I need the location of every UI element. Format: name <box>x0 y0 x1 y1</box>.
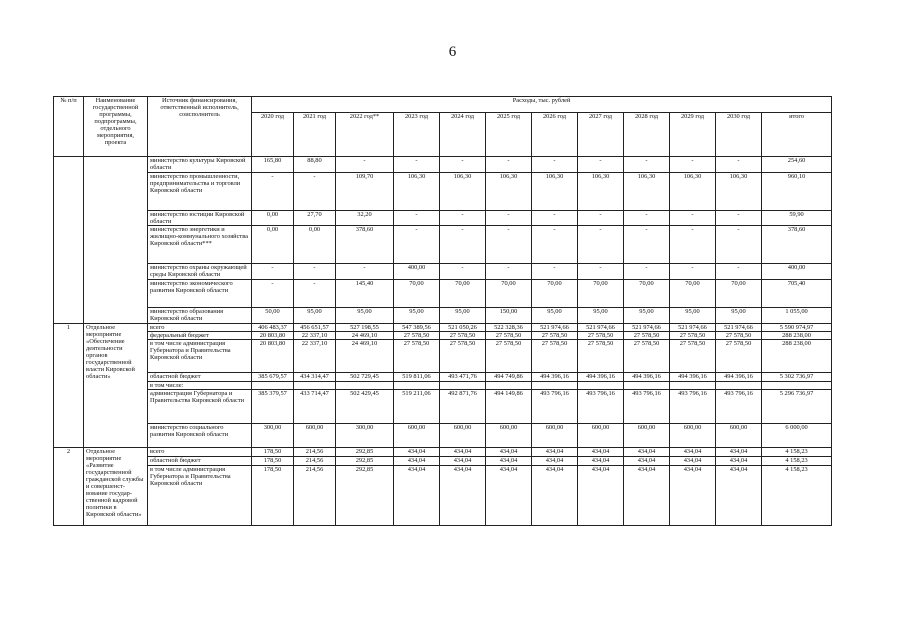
header-name: Наименование государственной программы, подпрограммы, отдельного мероприятия, проекта <box>84 97 148 157</box>
expense-value: 70,00 <box>624 280 670 308</box>
expense-value: - <box>578 211 624 226</box>
expense-value: 378,60 <box>762 226 832 264</box>
expense-value: 5 590 974,97 <box>762 324 832 332</box>
expense-value: 434,04 <box>624 448 670 457</box>
expense-value: 434,04 <box>486 457 532 466</box>
expense-value: 106,30 <box>624 173 670 211</box>
expense-value: 385 679,57 <box>252 373 294 382</box>
expense-value: 434,04 <box>578 457 624 466</box>
expense-value: - <box>486 157 532 173</box>
header-source: Источник финансирования, ответственный исполнитель, соисполнитель <box>148 97 252 157</box>
table-row <box>54 424 832 448</box>
table-row <box>54 308 832 324</box>
expense-value: 521 050,26 <box>440 324 486 332</box>
header-year: 2024 год <box>440 113 486 157</box>
expense-value: 214,56 <box>294 448 336 457</box>
program-name: Отдельное мероприятие «Обеспечение деятельности органов государственной власти Кировской области» <box>84 324 148 448</box>
expense-value: 434 314,47 <box>294 373 336 382</box>
expense-value: 400,00 <box>762 264 832 280</box>
funding-source: министерство культуры Кировской области <box>148 157 252 173</box>
expense-value: 494 396,16 <box>624 373 670 382</box>
expense-value: - <box>440 264 486 280</box>
expense-value <box>532 382 578 390</box>
expense-value: 70,00 <box>578 280 624 308</box>
expense-value: 1 055,00 <box>762 308 832 324</box>
expense-value: 292,85 <box>336 448 394 457</box>
row-number: 2 <box>54 448 84 526</box>
expense-value: 493 471,76 <box>440 373 486 382</box>
expense-value: - <box>394 157 440 173</box>
expense-value: 5 302 736,97 <box>762 373 832 382</box>
expense-value <box>762 382 832 390</box>
expense-value: 434,04 <box>670 457 716 466</box>
expense-value: 4 158,23 <box>762 457 832 466</box>
expense-value <box>252 382 294 390</box>
expense-value: 434,04 <box>716 457 762 466</box>
expense-value: 106,30 <box>394 173 440 211</box>
expense-value: 494 396,16 <box>670 373 716 382</box>
expense-value: 178,50 <box>252 466 294 526</box>
expense-value: 95,00 <box>294 308 336 324</box>
expense-value: 95,00 <box>578 308 624 324</box>
expense-value: 59,90 <box>762 211 832 226</box>
expense-value <box>716 382 762 390</box>
expense-value: - <box>578 157 624 173</box>
expense-value: 178,50 <box>252 457 294 466</box>
header-year: 2020 год <box>252 113 294 157</box>
expense-value: 24 469,10 <box>336 340 394 373</box>
expense-value <box>440 382 486 390</box>
expense-value: 385 379,57 <box>252 390 294 424</box>
table-row <box>54 382 832 390</box>
expense-value: 378,60 <box>336 226 394 264</box>
table-row <box>54 373 832 382</box>
funding-source: министерство промышленности, предпринимательства и торговли Кировской области <box>148 173 252 211</box>
expense-value: 27 578,50 <box>532 340 578 373</box>
expense-value: - <box>670 226 716 264</box>
expense-value: - <box>670 157 716 173</box>
expense-value: - <box>486 211 532 226</box>
expense-value: 434,04 <box>440 448 486 457</box>
expense-value: - <box>624 211 670 226</box>
expense-value: 5 296 736,97 <box>762 390 832 424</box>
table-row <box>54 226 832 264</box>
table-row <box>54 264 832 280</box>
expense-value: 70,00 <box>532 280 578 308</box>
expense-value: 27 578,50 <box>670 340 716 373</box>
header-year: 2022 год** <box>336 113 394 157</box>
expense-value: 406 483,37 <box>252 324 294 332</box>
expense-value: 95,00 <box>716 308 762 324</box>
expense-value: 22 337,10 <box>294 332 336 340</box>
funding-source: областной бюджет <box>148 373 252 382</box>
expense-value: 4 158,23 <box>762 448 832 457</box>
expense-value: 492 871,76 <box>440 390 486 424</box>
expense-value: 106,30 <box>486 173 532 211</box>
funding-source: областной бюджет <box>148 457 252 466</box>
expense-value: 522 328,36 <box>486 324 532 332</box>
funding-source: всего <box>148 324 252 332</box>
funding-source: в том числе: <box>148 382 252 390</box>
expense-value: - <box>624 264 670 280</box>
expense-value: 32,20 <box>336 211 394 226</box>
expense-value <box>394 382 440 390</box>
expense-value: - <box>578 264 624 280</box>
expense-value: 600,00 <box>532 424 578 448</box>
expense-value: 50,00 <box>252 308 294 324</box>
expense-value: - <box>394 211 440 226</box>
expense-value: 960,10 <box>762 173 832 211</box>
expense-value: 27 578,50 <box>486 332 532 340</box>
program-name <box>84 157 148 324</box>
expense-value: 493 796,16 <box>578 390 624 424</box>
expense-value: 27 578,50 <box>578 332 624 340</box>
page-number: 6 <box>448 44 457 60</box>
expense-value: 178,50 <box>252 448 294 457</box>
expense-value: 214,56 <box>294 466 336 526</box>
expense-value: 27 578,50 <box>394 340 440 373</box>
expense-value: 600,00 <box>670 424 716 448</box>
expense-value: 521 974,66 <box>670 324 716 332</box>
row-number <box>54 157 84 324</box>
expense-value: 705,40 <box>762 280 832 308</box>
expense-value: 502 729,45 <box>336 373 394 382</box>
expense-value: 434,04 <box>440 466 486 526</box>
expense-value: - <box>252 173 294 211</box>
expense-value: - <box>578 226 624 264</box>
header-num: № п/п <box>54 97 84 157</box>
expense-value: 600,00 <box>394 424 440 448</box>
expense-value: - <box>252 264 294 280</box>
expense-value: 434,04 <box>486 448 532 457</box>
expense-value: 600,00 <box>578 424 624 448</box>
expense-value: 27 578,50 <box>624 340 670 373</box>
expense-value: 27 578,50 <box>486 340 532 373</box>
expense-value: - <box>440 226 486 264</box>
expense-value: 27 578,50 <box>716 332 762 340</box>
expense-value: 27 578,50 <box>394 332 440 340</box>
expense-value: - <box>336 264 394 280</box>
expense-value: 95,00 <box>532 308 578 324</box>
expense-value: 434,04 <box>532 466 578 526</box>
expense-value: 493 796,16 <box>532 390 578 424</box>
expense-value: 145,40 <box>336 280 394 308</box>
header-year: 2027 год <box>578 113 624 157</box>
expense-value: 70,00 <box>440 280 486 308</box>
funding-source: министерство социального развития Кировской области <box>148 424 252 448</box>
funding-source: министерство охраны окружающей среды Кировской области <box>148 264 252 280</box>
expense-value: 434,04 <box>578 448 624 457</box>
expense-value: 20 803,80 <box>252 340 294 373</box>
table-row <box>54 211 832 226</box>
header-expenses: Расходы, тыс. рублей <box>252 97 832 113</box>
expense-value: 70,00 <box>394 280 440 308</box>
expense-value: 27 578,50 <box>624 332 670 340</box>
expense-value: 0,00 <box>252 211 294 226</box>
expense-value: 521 974,66 <box>532 324 578 332</box>
expense-value: - <box>716 157 762 173</box>
expense-value: 109,70 <box>336 173 394 211</box>
expense-value: 24 469,10 <box>336 332 394 340</box>
expense-value: 95,00 <box>394 308 440 324</box>
header-year: 2029 год <box>670 113 716 157</box>
expense-value <box>670 382 716 390</box>
expense-value: - <box>532 211 578 226</box>
expense-value: 0,00 <box>294 226 336 264</box>
expense-value: 0,00 <box>252 226 294 264</box>
expense-value: 600,00 <box>294 424 336 448</box>
expense-value: 494 396,16 <box>532 373 578 382</box>
header-year: 2030 год <box>716 113 762 157</box>
expense-value: 434,04 <box>394 466 440 526</box>
expense-value: 456 651,57 <box>294 324 336 332</box>
table-row <box>54 157 832 173</box>
expense-value: 600,00 <box>624 424 670 448</box>
expenses-table <box>53 96 832 526</box>
expense-value: 27 578,50 <box>440 340 486 373</box>
expense-value: 521 974,66 <box>716 324 762 332</box>
header-year: 2023 год <box>394 113 440 157</box>
program-name: Отдельное мероприятие «Развитие государственной гражданской службы и совершенст-вование государ-ственной кадровой политики в Кировской области» <box>84 448 148 526</box>
table-row <box>54 332 832 340</box>
expense-value: - <box>716 211 762 226</box>
expense-value: 95,00 <box>336 308 394 324</box>
expense-value: 494 149,86 <box>486 390 532 424</box>
expense-value: 521 974,66 <box>578 324 624 332</box>
expense-value: - <box>486 264 532 280</box>
expense-value: 434,04 <box>670 466 716 526</box>
expense-value: 106,30 <box>440 173 486 211</box>
expense-value: 95,00 <box>440 308 486 324</box>
expense-value: 434,04 <box>624 466 670 526</box>
expense-value: 27 578,50 <box>578 340 624 373</box>
header-year: 2026 год <box>532 113 578 157</box>
table-row <box>54 324 832 332</box>
table-row <box>54 457 832 466</box>
expense-value: 88,80 <box>294 157 336 173</box>
expense-value: 27 578,50 <box>670 332 716 340</box>
expense-value: 494 396,16 <box>578 373 624 382</box>
table-row <box>54 390 832 424</box>
funding-source: в том числе администрация Губернатора и Правительства Кировской области <box>148 466 252 526</box>
expense-value: 22 337,10 <box>294 340 336 373</box>
expense-value: - <box>532 226 578 264</box>
table-row <box>54 173 832 211</box>
expense-value: 494 749,86 <box>486 373 532 382</box>
funding-source: министерство образования Кировской области <box>148 308 252 324</box>
expense-value: 106,30 <box>578 173 624 211</box>
expense-value: 95,00 <box>624 308 670 324</box>
funding-source: федеральный бюджет <box>148 332 252 340</box>
expense-value: 288 238,00 <box>762 332 832 340</box>
funding-source: всего <box>148 448 252 457</box>
funding-source: министерство энергетики и жилищно-коммунального хозяйства Кировской области*** <box>148 226 252 264</box>
expense-value: 600,00 <box>440 424 486 448</box>
expense-value: 519 811,06 <box>394 373 440 382</box>
expense-value: - <box>294 173 336 211</box>
expense-value: 20 803,80 <box>252 332 294 340</box>
expense-value: 493 796,16 <box>624 390 670 424</box>
expense-value: 493 796,16 <box>716 390 762 424</box>
expense-value: - <box>624 157 670 173</box>
row-number: 1 <box>54 324 84 448</box>
expense-value: - <box>716 264 762 280</box>
expense-value: - <box>294 280 336 308</box>
expense-value: 300,00 <box>336 424 394 448</box>
expense-value <box>578 382 624 390</box>
expense-value: 434,04 <box>670 448 716 457</box>
expense-value: - <box>716 226 762 264</box>
expense-value: 70,00 <box>670 280 716 308</box>
expense-value: 254,60 <box>762 157 832 173</box>
expense-value: 300,00 <box>252 424 294 448</box>
expense-value: 288 238,00 <box>762 340 832 373</box>
expense-value: - <box>532 157 578 173</box>
expense-value: 70,00 <box>486 280 532 308</box>
expense-value: - <box>252 280 294 308</box>
expense-value: 521 974,66 <box>624 324 670 332</box>
expense-value: 434,04 <box>532 448 578 457</box>
expense-value <box>336 382 394 390</box>
expense-value: - <box>670 264 716 280</box>
expense-value: 434,04 <box>394 457 440 466</box>
table-row <box>54 448 832 457</box>
header-year: 2025 год <box>486 113 532 157</box>
expense-value: 600,00 <box>486 424 532 448</box>
expense-value: 547 389,56 <box>394 324 440 332</box>
expense-value: - <box>440 157 486 173</box>
expense-value: 434,04 <box>440 457 486 466</box>
funding-source: в том числе администрация Губернатора и Правительства Кировской области <box>148 340 252 373</box>
expense-value: 519 211,06 <box>394 390 440 424</box>
expense-value: 27 578,50 <box>716 340 762 373</box>
expense-value: 4 158,23 <box>762 466 832 526</box>
expense-value: - <box>294 264 336 280</box>
expense-value: - <box>336 157 394 173</box>
expense-value: 434,04 <box>716 466 762 526</box>
expense-value: 165,80 <box>252 157 294 173</box>
table-row <box>54 340 832 373</box>
expense-value: 292,85 <box>336 466 394 526</box>
expense-value: - <box>670 211 716 226</box>
funding-source: министерство юстиции Кировской области <box>148 211 252 226</box>
expense-value: 70,00 <box>716 280 762 308</box>
expense-value: 494 396,16 <box>716 373 762 382</box>
expense-value: - <box>486 226 532 264</box>
expense-value: 434,04 <box>578 466 624 526</box>
header-year: 2021 год <box>294 113 336 157</box>
funding-source: администрация Губернатора и Правительства Кировской области <box>148 390 252 424</box>
expense-value <box>624 382 670 390</box>
expense-value: 434,04 <box>486 466 532 526</box>
expense-value: 434,04 <box>716 448 762 457</box>
expense-value: 600,00 <box>716 424 762 448</box>
expense-value: - <box>624 226 670 264</box>
expense-value <box>294 382 336 390</box>
expense-value: 527 198,55 <box>336 324 394 332</box>
expense-value: 502 429,45 <box>336 390 394 424</box>
expense-value: 106,30 <box>716 173 762 211</box>
expense-value: 27 578,50 <box>440 332 486 340</box>
expense-value: 493 796,16 <box>670 390 716 424</box>
expense-value: 106,30 <box>532 173 578 211</box>
expense-value: 434,04 <box>394 448 440 457</box>
expense-value: 400,00 <box>394 264 440 280</box>
expense-value: - <box>394 226 440 264</box>
expense-value: 27,70 <box>294 211 336 226</box>
expense-value: - <box>440 211 486 226</box>
expense-value: 95,00 <box>670 308 716 324</box>
header-year: 2028 год <box>624 113 670 157</box>
expense-value: 106,30 <box>670 173 716 211</box>
expense-value: 150,00 <box>486 308 532 324</box>
expense-value: 433 714,47 <box>294 390 336 424</box>
funding-source: министерство экономического развития Кировской области <box>148 280 252 308</box>
header-year: итого <box>762 113 832 157</box>
expense-value: 214,56 <box>294 457 336 466</box>
table-row <box>54 466 832 526</box>
expense-value: 434,04 <box>624 457 670 466</box>
expense-value: 27 578,50 <box>532 332 578 340</box>
expense-value: 292,85 <box>336 457 394 466</box>
expense-value: 434,04 <box>532 457 578 466</box>
table-row <box>54 280 832 308</box>
expense-value: 6 000,00 <box>762 424 832 448</box>
expense-value: - <box>532 264 578 280</box>
expense-value <box>486 382 532 390</box>
